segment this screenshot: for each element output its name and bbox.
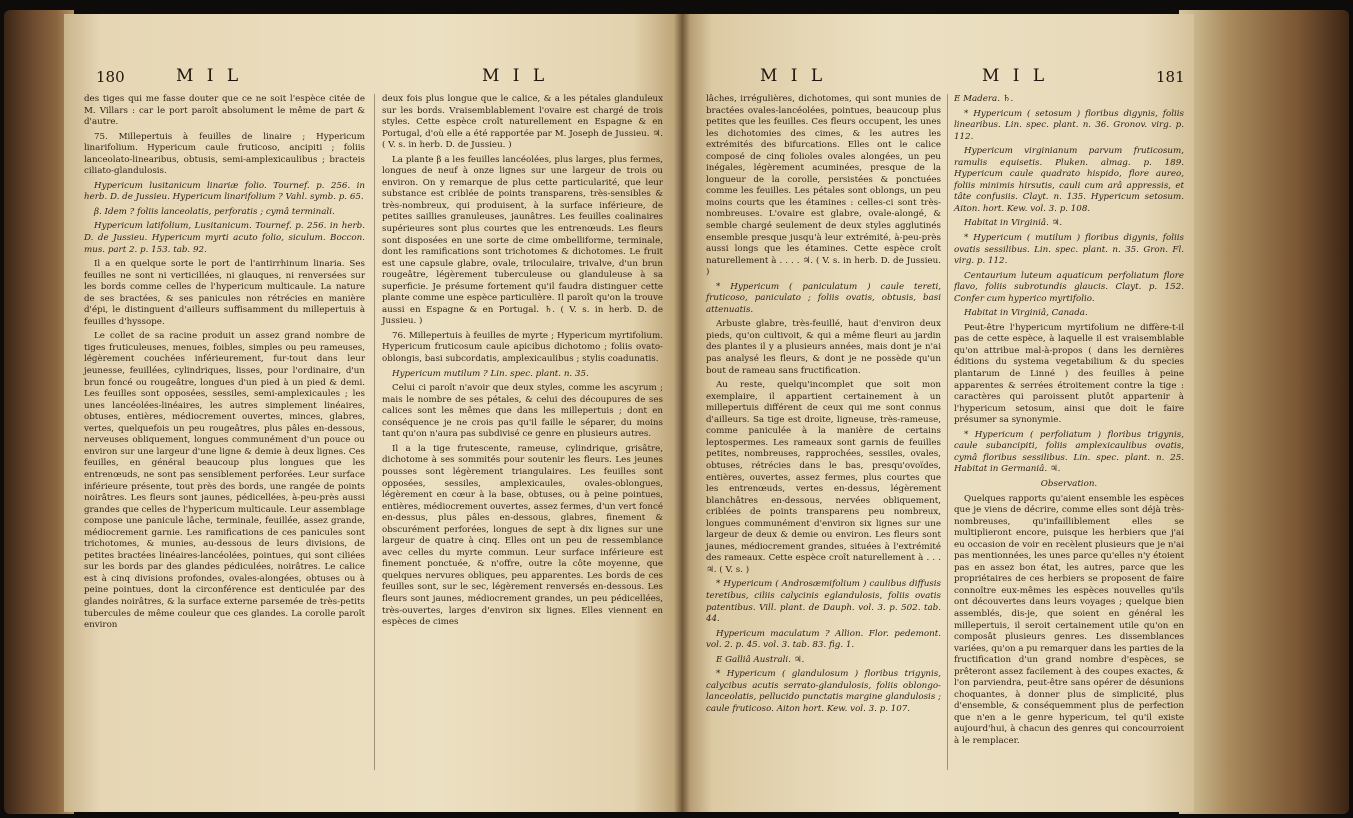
right-page-number: 181: [1156, 68, 1185, 86]
paragraph: deux fois plus longue que le calice, & a les pétales glanduleux sur les bords. Vraisemblablement l'ovaire est chargé de trois styles. Cette espèce croît naturellement en Espagne & en Portugal, d'où elle a été rapportée par M. Joseph de Jussieu. ♃. ( V. s. in herb. D. de Jussieu. ): [382, 94, 663, 151]
paragraph: Peut-être l'hypericum myrtifolium ne diffère-t-il pas de cette espèce, à laquelle il est vraisemblable qu'on attribue mal-à-propos ( dans les dernières éditions du systema vegetabilium & du species plantarum de Linné ) des feuilles à peine apparentes & serrées étroitement contre la tige : caractères qui paroissent plutôt appartenir à l'hypericum setosum, ainsi que doit le faire présumer sa synonymie.: [954, 322, 1184, 426]
paragraph: des tiges qui me fasse douter que ce ne soit l'espèce citée de M. Villars : car le port paroît absolument le même de part & d'autre.: [84, 94, 365, 128]
column-rule: [947, 94, 948, 770]
left-running-head-1: M I L: [176, 66, 243, 86]
paragraph: Il a en quelque sorte le port de l'antirrhinum linaria. Ses feuilles ne sont ni verticillées, ni glauques, ni renversées sur les bords comme celles de l'hypericum multicaule. La nature de ses bractées, & ses panicules non rétrécies en manière d'épi, le distinguent d'ailleurs suffisamment du millepertuis à feuilles d'hyssope.: [84, 259, 365, 327]
synonymy: Hypericum virginianum parvum fruticosum, ramulis equisetis. Pluken. almag. p. 189. Hypericum caule quadrato hispido, flore aureo, foliis minimis hirsutis, cauli cum arâ appressis, et tâte confusiis. Clayt. n. 135. Hypericum setosum. Aiton. hort. Kew. vol. 3. p. 108.: [954, 146, 1184, 214]
synonymy: Hypericum latifolium, Lusitanicum. Tournef. p. 256. in herb. D. de Jussieu. Hypericum myrti acuto folio, siculum. Boccon. mus. part 2. p. 153. tab. 92.: [84, 221, 365, 255]
left-page-column-1: [84, 94, 365, 635]
right-running-head-1: M I L: [760, 66, 827, 86]
paragraph: Le collet de sa racine produit un assez grand nombre de tiges fruticuleuses, menues, foibles, simples ou peu rameuses, légèrement couchées inférieurement, fur-tout dans leur jeunesse, feuillées, cylindriques, lisses, pour l'ordinaire, d'un brun foncé ou rougeâtre, longues d'un pied à un pied & demi. Les feuilles sont opposées, sessiles, semi-amplexicaules ; les unes lancéolées-linéaires, les autres simplement linéaires, obtuses, entières, médiocrement ouvertes, minces, glabres, vertes, quelquefois un peu rougeâtres, plus pâles en-dessous, nerveuses obliquement, longues communément d'un pouce ou environ sur une largeur d'une ligne & demie à deux lignes. Ces feuilles, en général beaucoup plus longues que les entrenœuds, ne sont pas sensiblement perforées. Leur surface inférieure présente, tout près des bords, une rangée de points noirâtres. Les fleurs sont jaunes, pédicellées, à-peu-près aussi grandes que celles de l'hypericum multicaule. Leur assemblage compose une panicule lâche, terminale, feuillée, assez grande, médiocrement garnie. Les ramifications de ces panicules sont trichotomes, & munies, au-dessous de leurs divisions, de petites bractées linéaires-lancéolées, pointues, qui sont ciliées sur les bords par des glandes pédiculées, noirâtres. Le calice est à cinq divisions profondes, ovales-alongées, obtuses ou à peine pointues, dont la circonférence est denticulée par des glandes noirâtres, & la surface externe parsemée de très-petits tubercules de même couleur que ces glandes. La corolle paroît environ: [84, 331, 365, 631]
left-page-column-2: [382, 94, 663, 632]
habitat: E Galliâ Australi. ♃.: [716, 654, 805, 665]
species-heading: * Hypericum ( mutilum ) floribus digynis, foliis ovatis sessilibus. Lin. spec. plant. n. 35. Gron. Fl. virg. p. 112.: [954, 233, 1184, 267]
synonymy: Centaurium luteum aquaticum perfoliatum flore flavo, foliis subrotundis glaucis. Clayt. p. 152. Confer cum hyperico myrtifolio.: [954, 270, 1184, 304]
left-page: [64, 14, 682, 812]
book-cover-right-edge: [1179, 10, 1349, 814]
variety: β. Idem ? foliis lanceolatis, perforatis ; cymâ terminali.: [94, 206, 335, 217]
species-heading: * Hypericum ( Androsæmifolium ) caulibus diffusis teretibus, ciliis calycinis eglandulosis, foliis ovatis patentibus. Vill. plant. de Dauph. vol. 3. p. 502. tab. 44.: [706, 579, 941, 625]
species-heading: * Hypericum ( perfoliatum ) floribus trigynis, caule subancipiti, foliis amplexicaulibus ovatis, cymâ floribus sessilibus. Lin. spec. plant. n. 25. Habitat in Germaniâ. ♃.: [954, 429, 1184, 475]
paragraph: lâches, irrégulières, dichotomes, qui sont munies de bractées ovales-lancéolées, pointues, beaucoup plus petites que les feuilles. Ces fleurs occupent, les unes les dichotomies des cimes, & les autres les extrémités des bifurcations. Elles ont le calice composé de cinq folioles ovales alongées, un peu inégales, légèrement acuminées, presque de la longueur de la corolle, persistées & ponctuées comme les feuilles. Les pétales sont oblongs, un peu moins courts que les étamines : celles-ci sont très-nombreuses. L'ovaire est glabre, ovale-alongé, & semble chargé seulement de deux styles agglutinés ensemble presque jusqu'à leur extrémité, à-peu-près aussi longs que les étamines. Cette espèce croît naturellement à . . . . ♃. ( V. s. in herb. D. de Jussieu. ): [706, 94, 941, 278]
species-heading: 76. Millepertuis à feuilles de myrte ; Hypericum myrtifolium. Hypericum fruticosum caule apicibus dichotomo ; foliis ovato-oblongis, basi subcordatis, amplexicaulibus ; stylis coadunatis.: [382, 330, 663, 365]
synonymy: Hypericum lusitanicum linariæ folio. Tournef. p. 256. in herb. D. de Jussieu. Hypericum linarifolium ? Vahl. symb. p. 65.: [84, 180, 365, 203]
left-running-head-2: M I L: [482, 66, 549, 86]
species-heading: 75. Millepertuis à feuilles de linaire ; Hypericum linarifolium. Hypericum caule fruticoso, ancipiti ; foliis lanceolato-linearibus, obtusis, semi-amplexicaulibus ; bracteis ciliato-glandulosis.: [84, 131, 365, 177]
synonymy: Hypericum maculatum ? Allion. Flor. pedemont. vol. 2. p. 45. vol. 3. tab. 83. fig. 1.: [706, 628, 941, 651]
habitat: Habitat in Virginiâ. ♃.: [964, 218, 1063, 229]
species-heading: * Hypericum ( paniculatum ) caule tereti, fruticoso, paniculato ; foliis ovatis, obtusis, basi attenuatis.: [706, 281, 941, 315]
left-page-number: 180: [96, 68, 125, 86]
habitat: E Madera. ♄.: [954, 94, 1014, 104]
habitat: Habitat in Virginiâ, Canada.: [964, 308, 1088, 319]
paragraph: Il a la tige frutescente, rameuse, cylindrique, grisâtre, dichotome à ses sommités pour soutenir les fleurs. Les jeunes pousses sont légèrement triangulaires. Les feuilles sont opposées, sessiles, amplexicaules, ovales-oblongues, légèrement en cœur à la base, obtuses, ou à peine pointues, entières, médiocrement ouvertes, assez fermes, d'un vert foncé en-dessus, plus pâles en-dessous, glabres, finement & obscurément perforées, longues de sept à dix lignes sur une largeur de quatre à cinq. Elles ont un peu de ressemblance avec celles du myrte commun. Leur surface inférieure est finement ponctuée, & n'offre, outre la côte moyenne, que quelques nervures obliques, peu apparentes. Les bords de ces feuilles sont, sur le sec, légèrement renversés en-dessous. Les fleurs sont jaunes, médiocrement grandes, un peu pédicellées, très-ouvertes, larges d'environ six lignes. Elles viennent en espèces de cimes: [382, 443, 663, 628]
paragraph: Au reste, quelqu'incomplet que soit mon exemplaire, il appartient certainement à un millepertuis différent de ceux qui me sont connus d'ailleurs. Sa tige est droite, ligneuse, très-rameuse, comme paniculée à la manière de certains leptospermes. Les rameaux sont garnis de feuilles petites, nombreuses, rapprochées, sessiles, ovales, obtuses, rétrécies dans le bas, presqu'ovoïdes, entières, ouvertes, assez fermes, plus courtes que les entrenœuds, vertes en-dessus, légèrement blanchâtres en-dessous, nervées obliquement, criblées de points transparens peu nombreux, longues communément d'environ six lignes sur une largeur de deux & demie ou environ. Les fleurs sont jaunes, médiocrement grandes, situées à l'extrémité des rameaux. Cette espèce croît naturellement à . . . ♃. ( V. s. ): [706, 380, 941, 575]
book-spread: [4, 4, 1349, 816]
right-page: [682, 14, 1194, 812]
paragraph: Celui ci paroît n'avoir que deux styles, comme les ascyrum ; mais le nombre de ses pétales, & celui des découpures de ses calices sont les mêmes que dans les millepertuis ; dont en conséquence je ne crois pas qu'il faille le séparer, du moins tant qu'on n'aura pas subdivisé ce genre en plusieurs autres.: [382, 383, 663, 440]
right-page-column-1: [706, 94, 941, 718]
paragraph: Arbuste glabre, très-feuillé, haut d'environ deux pieds, qu'on cultivoit, & qui a même fleuri au jardin des plantes il y a plusieurs années, mais dont je n'ai pas analysé les fleurs, & dont je ne possède qu'un bout de rameau sans fructification.: [706, 319, 941, 376]
right-page-column-2: [954, 94, 1184, 751]
column-rule: [374, 94, 375, 770]
paragraph: Quelques rapports qu'aient ensemble les espèces que je viens de décrire, comme elles sont déjà très-nombreuses, qu'infailliblement elles se multiplieront encore, puisque les herbiers que j'ai eu occasion de voir en recèlent plusieurs que je n'ai pas mentionnées, les unes parce qu'elles n'y étoient pas en assez bon état, les autres, parce que les propriétaires de ces herbiers se proposent de faire connoître eux-mêmes les espèces nouvelles qu'ils ont découvertes dans leurs voyages ; quelque bien assemblés, dis-je, que soient en général les millepertuis, il seroit certainement utile qu'on en composât plusieurs genres. Les dissemblances variées, qu'on a pu remarquer dans les parties de la fructification d'un grand nombre d'espèces, se prêteront assez facilement à des coupes exactes, & l'on parviendra, peut-être sans opérer de désunions choquantes, à donner plus de simplicité, plus d'ensemble, & conséquemment plus de perfection que n'en a le genre hypericum, tel qu'il existe aujourd'hui, à chacun des genres qui concourroient à le remplacer.: [954, 493, 1184, 746]
book-gutter: [674, 14, 690, 812]
species-heading: * Hypericum ( setosum ) floribus digynis, foliis linearibus. Lin. spec. plant. n. 36. Gronov. virg. p. 112.: [954, 108, 1184, 142]
right-running-head-2: M I L: [982, 66, 1049, 86]
species-heading: * Hypericum ( glandulosum ) floribus trigynis, calycibus acutis serrato-glandulosis, foliis oblongo-lanceolatis, pellucido punctatis margine glandulosis ; caule fruticoso. Aiton hort. Kew. vol. 3. p. 107.: [706, 669, 941, 714]
section-heading: Observation.: [1040, 478, 1098, 489]
synonymy: Hypericum mutilum ? Lin. spec. plant. n. 35.: [392, 368, 589, 379]
paragraph: La plante β a les feuilles lancéolées, plus larges, plus fermes, longues de neuf à onze lignes sur une largeur de trois ou environ. On y remarque de plus cette particularité, que leur substance est criblée de points transparens, très-sensibles & très-nombreux, qui produisent, à la surface inférieure, de petites saillies granuleuses, jaunâtres. Les feuilles coalinaires supérieures sont plus courtes que les entrenœuds. Les fleurs sont disposées en une sorte de cime ombelliforme, terminale, dont les ramifications sont trichotomes & dichotomes. Le fruit est une capsule glabre, ovale, triloculaire, trivalve, d'un brun rougeâtre, légèrement tuberculeuse ou glanduleuse à sa superficie. Je présume fortement qu'il faudra distinguer cette plante comme une espèce particulière. Il paroît qu'on la trouve aussi en Espagne & en Portugal. ♄. ( V. s. in herb. D. de Jussieu. ): [382, 154, 663, 327]
